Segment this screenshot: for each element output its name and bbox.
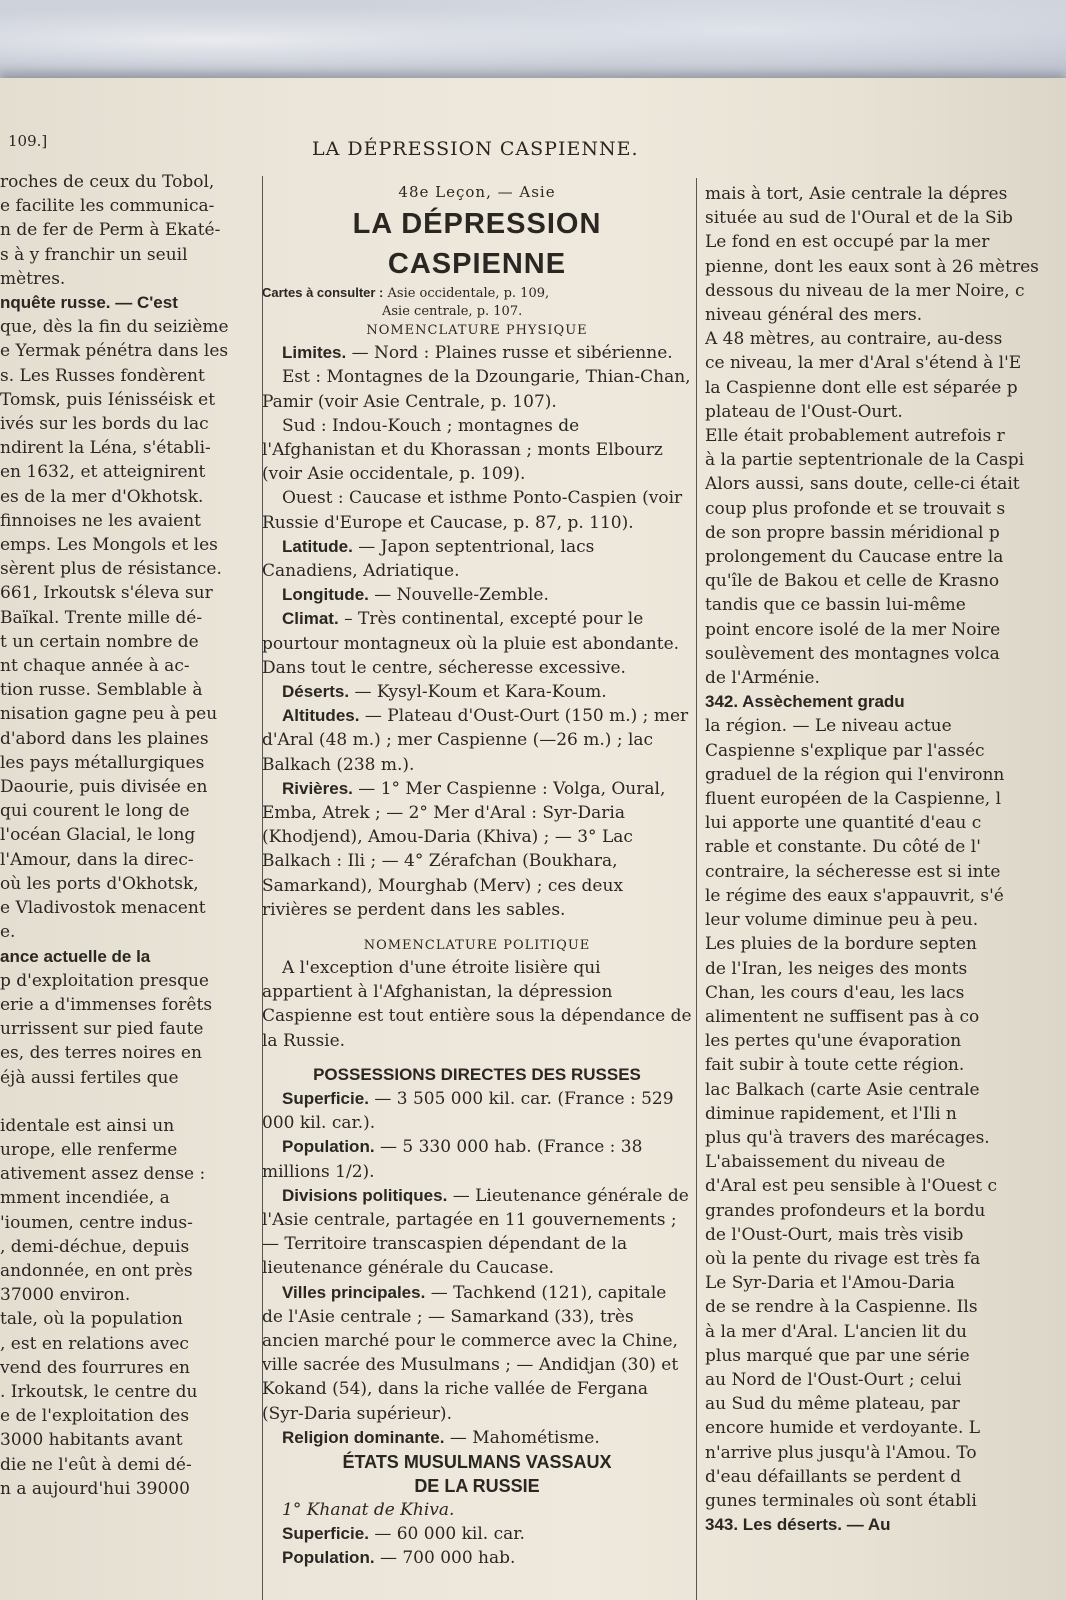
physical-heading: NOMENCLATURE PHYSIQUE	[366, 323, 588, 339]
left-line: die ne l'eût à demi dé-	[0, 1454, 192, 1475]
maps-line-1: Asie occidentale, p. 109,	[387, 286, 550, 302]
right-line: les pertes qu'une évaporation	[705, 1031, 962, 1052]
left-line: éjà aussi fertiles que	[0, 1067, 179, 1088]
left-line: l'océan Glacial, le long	[0, 825, 196, 846]
longitude-value: — Nouvelle-Zemble.	[374, 585, 549, 606]
left-line: où les ports d'Okhotsk,	[0, 873, 199, 894]
left-line: e Yermak pénétra dans les	[0, 341, 229, 362]
limits-east: Est : Montagnes de la Dzoungarie, Thian-Chan, Pamir (voir Asie Centrale, p. 107).	[262, 367, 691, 412]
left-line: ndirent la Léna, s'établi-	[0, 438, 211, 459]
longitude-entry	[262, 583, 692, 607]
altitudes-entry	[262, 704, 692, 777]
limits-west: Ouest : Caucase et isthme Ponto-Caspien (voir Russie d'Europe et Caucase, p. 87, p. 110).	[262, 488, 683, 533]
right-line: où la pente du rivage est très fa	[705, 1248, 981, 1269]
right-line: tandis que ce bassin lui-même	[705, 595, 966, 616]
right-line: qu'île de Bakou et celle de Krasno	[705, 571, 1000, 592]
left-line: l'Amour, dans la direc-	[0, 849, 194, 870]
left-line: s. Les Russes fondèrent	[0, 365, 205, 386]
maps-line-2: Asie centrale, p. 107.	[382, 304, 523, 320]
left-line: , est en relations avec	[0, 1333, 189, 1354]
left-line: que, dès la fin du seizième	[0, 317, 229, 338]
khiva-area-label: Superficie.	[282, 1524, 369, 1544]
right-line: plateau de l'Oust-Ourt.	[705, 401, 903, 422]
khiva-population-value: — 700 000 hab.	[379, 1548, 516, 1569]
right-line: lui apporte une quantité d'eau c	[705, 813, 982, 834]
right-line: coup plus profonde et se trouvait s	[705, 498, 1006, 519]
area-entry	[262, 1087, 692, 1135]
vassal-states-heading	[262, 1450, 692, 1498]
right-line: fluent européen de la Caspienne, l	[705, 789, 1002, 810]
right-line: contraire, la sécheresse est si inte	[705, 861, 1001, 882]
divisions-label: Divisions politiques.	[282, 1185, 448, 1205]
right-line: lac Balkach (carte Asie centrale	[705, 1079, 980, 1100]
religion-value: — Mahométisme.	[449, 1427, 600, 1448]
left-line: , demi-déchue, depuis	[0, 1236, 190, 1257]
deserts-value: — Kysyl-Koum et Kara-Koum.	[354, 682, 607, 703]
left-line: 37000 environ.	[0, 1285, 131, 1306]
left-line: vend des fourrures en	[0, 1357, 190, 1378]
right-line: au Nord de l'Oust-Ourt ; celui	[705, 1369, 962, 1390]
longitude-label: Longitude.	[282, 585, 369, 605]
right-line: à la partie septentrionale de la Caspi	[705, 450, 1025, 471]
right-line: Alors aussi, sans doute, celle-ci était	[705, 474, 1020, 495]
right-line: graduel de la région qui l'environn	[705, 764, 1005, 785]
right-line: à la mer d'Aral. L'ancien lit du	[705, 1321, 967, 1342]
left-line: erie a d'immenses forêts	[0, 994, 213, 1015]
left-line: ativement assez dense :	[0, 1164, 206, 1185]
right-line: fait subir à toute cette région.	[705, 1055, 965, 1076]
climate-entry	[262, 607, 692, 680]
left-line: andonnée, en ont près	[0, 1260, 193, 1281]
left-line: roches de ceux du Tobol,	[0, 172, 215, 192]
right-line: A 48 mètres, au contraire, au-dess	[705, 329, 1003, 350]
left-line: qui courent le long de	[0, 801, 190, 822]
limits-south: Sud : Indou-Kouch ; montagnes de l'Afghanistan et du Khorassan ; monts Elbourz (voir Asie occidentale, p. 109).	[262, 415, 663, 485]
left-line: nisation gagne peu à peu	[0, 704, 218, 725]
divisions-entry	[262, 1184, 692, 1281]
limits-label: Limites.	[282, 343, 347, 363]
right-line: Le fond en est occupé par la mer	[705, 232, 990, 253]
right-line: de l'Arménie.	[705, 668, 820, 689]
right-line: la région. — Le niveau actue	[705, 716, 952, 737]
right-line: Le Syr-Daria et l'Amou-Daria	[705, 1273, 955, 1294]
possessions-heading: POSSESSIONS DIRECTES DES RUSSES	[313, 1064, 641, 1084]
left-line: . Irkoutsk, le centre du	[0, 1381, 198, 1402]
right-line: le régime des eaux s'appauvrit, s'é	[705, 885, 1004, 906]
climate-value: – Très continental, excepté pour le pourtour montagneux où la pluie est abondante. Dans tout le centre, sécheresse excessive.	[262, 609, 680, 678]
left-line: emps. Les Mongols et les	[0, 535, 218, 556]
left-line: ance actuelle de la	[0, 946, 151, 966]
vassal-heading-line-1: ÉTATS MUSULMANS VASSAUX	[342, 1451, 612, 1472]
khiva-area-value: — 60 000 kil. car.	[374, 1524, 525, 1545]
khiva-entry: 1° Khanat de Khiva.	[282, 1499, 455, 1520]
left-line: s à y franchir un seuil	[0, 244, 188, 265]
khiva-area-entry	[262, 1522, 692, 1546]
left-line: e de l'exploitation des	[0, 1406, 190, 1427]
left-line: e.	[0, 922, 16, 943]
left-line: 3000 habitants avant	[0, 1430, 183, 1451]
left-line: d'abord dans les plaines	[0, 728, 209, 749]
area-value: — 3 505 000 kil. car. (France : 529 000 kil. car.).	[262, 1088, 674, 1134]
right-line: 343. Les déserts. — Au	[705, 1515, 891, 1535]
left-line: urope, elle renferme	[0, 1139, 178, 1160]
right-line: encore humide et verdoyante. L	[705, 1418, 981, 1439]
left-line: Daourie, puis divisée en	[0, 777, 208, 798]
population-label: Population.	[282, 1137, 375, 1157]
right-line: située au sud de l'Oural et de la Sib	[705, 208, 1013, 229]
left-line: ivés sur les bords du lac	[0, 414, 209, 435]
right-line: Elle était probablement autrefois r	[705, 426, 1005, 447]
rivers-value: — 1° Mer Caspienne : Volga, Oural, Emba, Atrek ; — 2° Mer d'Aral : Syr-Daria (Khodjend), Amou-Daria (Khiva) ; — 3° Lac Balkach : Ili ; — 4° Zérafchan (Boukhara, Samarkand), Mourghab (Merv) ; ces deux rivières se perdent dans les sables.	[262, 778, 666, 920]
left-line: Tomsk, puis Iénisséisk et	[0, 389, 216, 410]
cities-label: Villes principales.	[282, 1282, 426, 1302]
political-heading: NOMENCLATURE POLITIQUE	[363, 938, 591, 954]
left-line: 661, Irkoutsk s'éleva sur	[0, 583, 213, 604]
religion-entry	[262, 1426, 692, 1450]
right-line: de son propre bassin méridional p	[705, 522, 1000, 543]
left-line: nt chaque année à ac-	[0, 656, 190, 677]
running-head: LA DÉPRESSION CASPIENNE.	[312, 138, 639, 160]
right-line: la Caspienne dont elle est séparée p	[705, 377, 1018, 398]
left-line: identale est ainsi un	[0, 1115, 175, 1136]
left-line: n de fer de Perm à Ekaté-	[0, 220, 221, 241]
left-line: nquête russe. — C'est	[0, 293, 178, 313]
limits-north: — Nord : Plaines russe et sibérienne.	[351, 343, 673, 364]
religion-label: Religion dominante.	[282, 1427, 445, 1447]
right-line: plus marqué que par une série	[705, 1345, 970, 1366]
left-line: 'ioumen, centre indus-	[0, 1212, 193, 1233]
lesson-title: LA DÉPRESSION CASPIENNE	[352, 208, 602, 281]
left-line: n a aujourd'hui 39000	[0, 1478, 190, 1499]
right-line: pienne, dont les eaux sont à 26 mètres	[705, 256, 1039, 277]
left-line: sèrent plus de résistance.	[0, 559, 222, 580]
left-line: e facilite les communica-	[0, 196, 215, 217]
right-line: 342. Assèchement gradu	[705, 692, 905, 712]
limits-entry	[262, 341, 692, 365]
altitudes-label: Altitudes.	[282, 706, 360, 726]
area-label: Superficie.	[282, 1088, 369, 1108]
left-line: Baïkal. Trente mille dé-	[0, 607, 203, 628]
population-entry	[262, 1135, 692, 1183]
left-line: en 1632, et atteignirent	[0, 462, 206, 483]
lesson-column	[262, 180, 692, 1600]
left-line: p d'exploitation presque	[0, 970, 209, 991]
rivers-label: Rivières.	[282, 778, 353, 798]
left-line	[0, 1090, 246, 1114]
left-line: es, des terres noires en	[0, 1043, 202, 1064]
latitude-entry	[262, 535, 692, 583]
right-line: grandes profondeurs et la bordu	[705, 1200, 986, 1221]
deserts-entry	[262, 680, 692, 704]
right-line: n'arrive plus jusqu'à l'Amou. To	[705, 1442, 977, 1463]
right-line: prolongement du Caucase entre la	[705, 547, 1004, 568]
left-line: urrissent sur pied faute	[0, 1019, 204, 1040]
right-line: de se rendre à la Caspienne. Ils	[705, 1297, 978, 1318]
right-line: diminue rapidement, et l'Ili n	[705, 1103, 957, 1124]
right-line: leur volume diminue peu à peu.	[705, 910, 979, 931]
left-line: tion russe. Semblable à	[0, 680, 203, 701]
left-line: es de la mer d'Okhotsk.	[0, 486, 204, 507]
deserts-label: Déserts.	[282, 682, 350, 702]
right-line: soulèvement des montagnes volca	[705, 643, 1000, 664]
altitudes-value: — Plateau d'Oust-Ourt (150 m.) ; mer d'Aral (48 m.) ; mer Caspienne (—26 m.) ; lac Balkach (238 m.).	[262, 706, 689, 775]
vassal-heading-line-2: DE LA RUSSIE	[414, 1475, 540, 1496]
climate-label: Climat.	[282, 609, 339, 629]
right-line: Chan, les cours d'eau, les lacs	[705, 982, 965, 1003]
left-line: tale, où la population	[0, 1309, 183, 1330]
left-line: e Vladivostok menacent	[0, 898, 206, 919]
maps-label: Cartes à consulter :	[262, 285, 384, 301]
latitude-label: Latitude.	[282, 536, 353, 556]
right-line: de l'Oust-Ourt, mais très visib	[705, 1224, 964, 1245]
right-line: Les pluies de la bordure septen	[705, 934, 977, 955]
right-column	[705, 182, 1066, 1600]
right-line: mais à tort, Asie centrale la dépres	[705, 184, 1008, 204]
right-line: d'eau défaillants se perdent d	[705, 1466, 962, 1487]
right-line: alimentent ne suffisent pas à co	[705, 1006, 980, 1027]
right-line: L'abaissement du niveau de	[705, 1152, 946, 1173]
right-line: gunes terminales où sont établi	[705, 1490, 977, 1511]
left-line: finnoises ne les avaient	[0, 510, 202, 531]
left-line: les pays métallurgiques	[0, 752, 205, 773]
right-line: dessous du niveau de la mer Noire, c	[705, 280, 1025, 301]
rivers-entry	[262, 777, 692, 922]
right-line: d'Aral est peu sensible à l'Ouest c	[705, 1176, 998, 1197]
divisions-value: — Lieutenance générale de l'Asie centrale, partagée en 11 gouvernements ; — Territoire transcaspien dépendant de la lieutenance générale du Caucase.	[262, 1185, 689, 1279]
lesson-number: 48e Leçon, — Asie	[398, 183, 556, 201]
right-line: point encore isolé de la mer Noire	[705, 619, 1001, 640]
page-number: 109.]	[8, 132, 48, 150]
political-intro: A l'exception d'une étroite lisière qui appartient à l'Afghanistan, la dépression Caspienne est tout entière sous la dépendance de la Russie.	[262, 958, 692, 1051]
right-line: ce niveau, la mer d'Aral s'étend à l'E	[705, 353, 1022, 374]
khiva-population-entry	[262, 1546, 692, 1570]
left-line: mètres.	[0, 268, 66, 289]
right-line: de l'Iran, les neiges des monts	[705, 958, 968, 979]
cities-entry	[262, 1281, 692, 1426]
khiva-population-label: Population.	[282, 1548, 375, 1568]
maps-reference	[262, 284, 692, 321]
cities-value: — Tachkend (121), capitale de l'Asie centrale ; — Samarkand (33), très ancien marché pour le commerce avec la Chine, ville sacrée des Musulmans ; — Andidjan (30) et Kokand (54), dans la riche vallée de Fergana (Syr-Daria supérieur).	[262, 1282, 679, 1424]
left-column	[0, 170, 246, 1600]
population-value: — 5 330 000 hab. (France : 38 millions 1/2).	[262, 1137, 643, 1182]
left-line: mment incendiée, a	[0, 1188, 170, 1209]
right-line: Caspienne s'explique par l'asséc	[705, 740, 985, 761]
right-line: niveau général des mers.	[705, 305, 923, 326]
right-line: rable et constante. Du côté de l'	[705, 837, 981, 858]
column-rule-right	[696, 178, 697, 1600]
right-line: au Sud du même plateau, par	[705, 1394, 960, 1415]
latitude-value: — Japon septentrional, lacs Canadiens, Adriatique.	[262, 536, 595, 582]
left-line: t un certain nombre de	[0, 631, 199, 652]
right-line: plus qu'à travers des marécages.	[705, 1127, 990, 1148]
